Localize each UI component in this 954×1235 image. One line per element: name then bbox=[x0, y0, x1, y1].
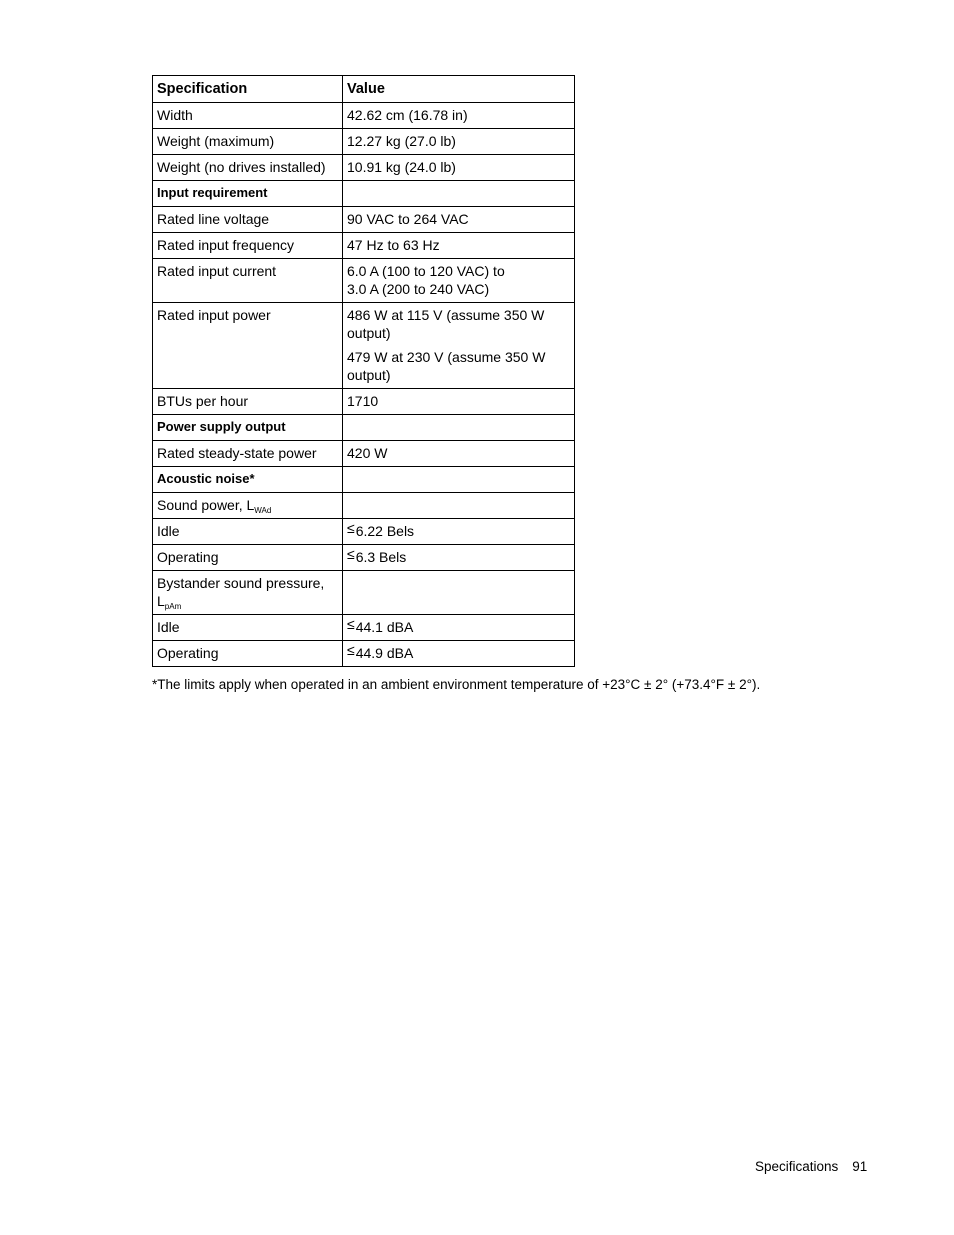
spec-label: Rated steady-state power bbox=[153, 441, 343, 467]
spec-value-text: 44.9 dBA bbox=[355, 645, 414, 661]
specification-table bbox=[152, 75, 575, 667]
spec-value-empty bbox=[343, 415, 575, 441]
spec-label bbox=[153, 493, 343, 519]
subscript: WAd bbox=[254, 506, 272, 515]
table-footnote: *The limits apply when operated in an ambient environment temperature of +23°C ± 2° (+73.4°F ± 2°). bbox=[152, 677, 761, 692]
spec-label: Rated input current bbox=[153, 259, 343, 303]
section-row-acoustic-noise bbox=[153, 467, 575, 493]
table-row bbox=[153, 207, 575, 233]
spec-value bbox=[343, 519, 575, 545]
spec-value-empty bbox=[343, 467, 575, 493]
spec-label: Rated line voltage bbox=[153, 207, 343, 233]
spec-label: Rated input power bbox=[153, 303, 343, 389]
less-or-equal-icon: ≤ bbox=[347, 616, 355, 632]
spec-label: Idle bbox=[153, 615, 343, 641]
spec-label-line2 bbox=[157, 592, 338, 610]
section-row-input-requirement bbox=[153, 181, 575, 207]
spec-value-line: 3.0 A (200 to 240 VAC) bbox=[347, 281, 490, 297]
table-row bbox=[153, 493, 575, 519]
section-heading: Acoustic noise* bbox=[153, 467, 343, 493]
table-row bbox=[153, 155, 575, 181]
table-row bbox=[153, 303, 575, 389]
table-row bbox=[153, 519, 575, 545]
spec-value-text: 6.22 Bels bbox=[355, 523, 415, 539]
table-row bbox=[153, 571, 575, 615]
section-heading: Input requirement bbox=[153, 181, 343, 207]
spec-value-empty bbox=[343, 493, 575, 519]
spec-value-paragraph: 486 W at 115 V (assume 350 W output) bbox=[347, 307, 545, 341]
spec-value: 47 Hz to 63 Hz bbox=[343, 233, 575, 259]
page-footer bbox=[755, 1159, 867, 1174]
spec-label bbox=[153, 571, 343, 615]
spec-label: Idle bbox=[153, 519, 343, 545]
table-row bbox=[153, 233, 575, 259]
spec-value: 42.62 cm (16.78 in) bbox=[343, 103, 575, 129]
spec-value-line: 6.0 A (100 to 120 VAC) to bbox=[347, 263, 505, 279]
subscript: pAm bbox=[164, 602, 182, 611]
table-row bbox=[153, 441, 575, 467]
spec-value: 10.91 kg (24.0 lb) bbox=[343, 155, 575, 181]
spec-label: Weight (no drives installed) bbox=[153, 155, 343, 181]
table-row bbox=[153, 103, 575, 129]
table-row bbox=[153, 389, 575, 415]
spec-value: 90 VAC to 264 VAC bbox=[343, 207, 575, 233]
spec-value: 1710 bbox=[343, 389, 575, 415]
spec-label: BTUs per hour bbox=[153, 389, 343, 415]
spec-value bbox=[343, 615, 575, 641]
spec-value bbox=[343, 545, 575, 571]
spec-value-text: 6.3 Bels bbox=[355, 549, 407, 565]
spec-label-symbol: L bbox=[157, 593, 165, 609]
spec-value: 420 W bbox=[343, 441, 575, 467]
less-or-equal-icon: ≤ bbox=[347, 520, 355, 536]
spec-value bbox=[343, 641, 575, 667]
table-row bbox=[153, 615, 575, 641]
table-header-row bbox=[153, 76, 575, 103]
spec-value-empty bbox=[343, 571, 575, 615]
less-or-equal-icon: ≤ bbox=[347, 546, 355, 562]
spec-value-empty bbox=[343, 181, 575, 207]
table-row bbox=[153, 545, 575, 571]
spec-label: Operating bbox=[153, 641, 343, 667]
less-or-equal-icon: ≤ bbox=[347, 642, 355, 658]
spec-value-paragraph: 479 W at 230 V (assume 350 W output) bbox=[347, 349, 546, 383]
column-header-specification: Specification bbox=[153, 76, 343, 103]
spec-label: Width bbox=[153, 103, 343, 129]
footer-section-title: Specifications bbox=[755, 1159, 839, 1174]
spec-label: Weight (maximum) bbox=[153, 129, 343, 155]
table-row bbox=[153, 129, 575, 155]
table-row bbox=[153, 641, 575, 667]
spec-value bbox=[343, 259, 575, 303]
column-header-value: Value bbox=[343, 76, 575, 103]
spec-value: 12.27 kg (27.0 lb) bbox=[343, 129, 575, 155]
spec-value-text: 44.1 dBA bbox=[355, 619, 414, 635]
table-row bbox=[153, 259, 575, 303]
section-row-power-supply-output bbox=[153, 415, 575, 441]
spec-label-text: Sound power, L bbox=[157, 497, 255, 513]
spec-label: Operating bbox=[153, 545, 343, 571]
spec-value bbox=[343, 303, 575, 389]
spec-label-text: Bystander sound pressure, bbox=[157, 575, 325, 591]
page-number: 91 bbox=[852, 1159, 868, 1174]
spec-label: Rated input frequency bbox=[153, 233, 343, 259]
section-heading: Power supply output bbox=[153, 415, 343, 441]
